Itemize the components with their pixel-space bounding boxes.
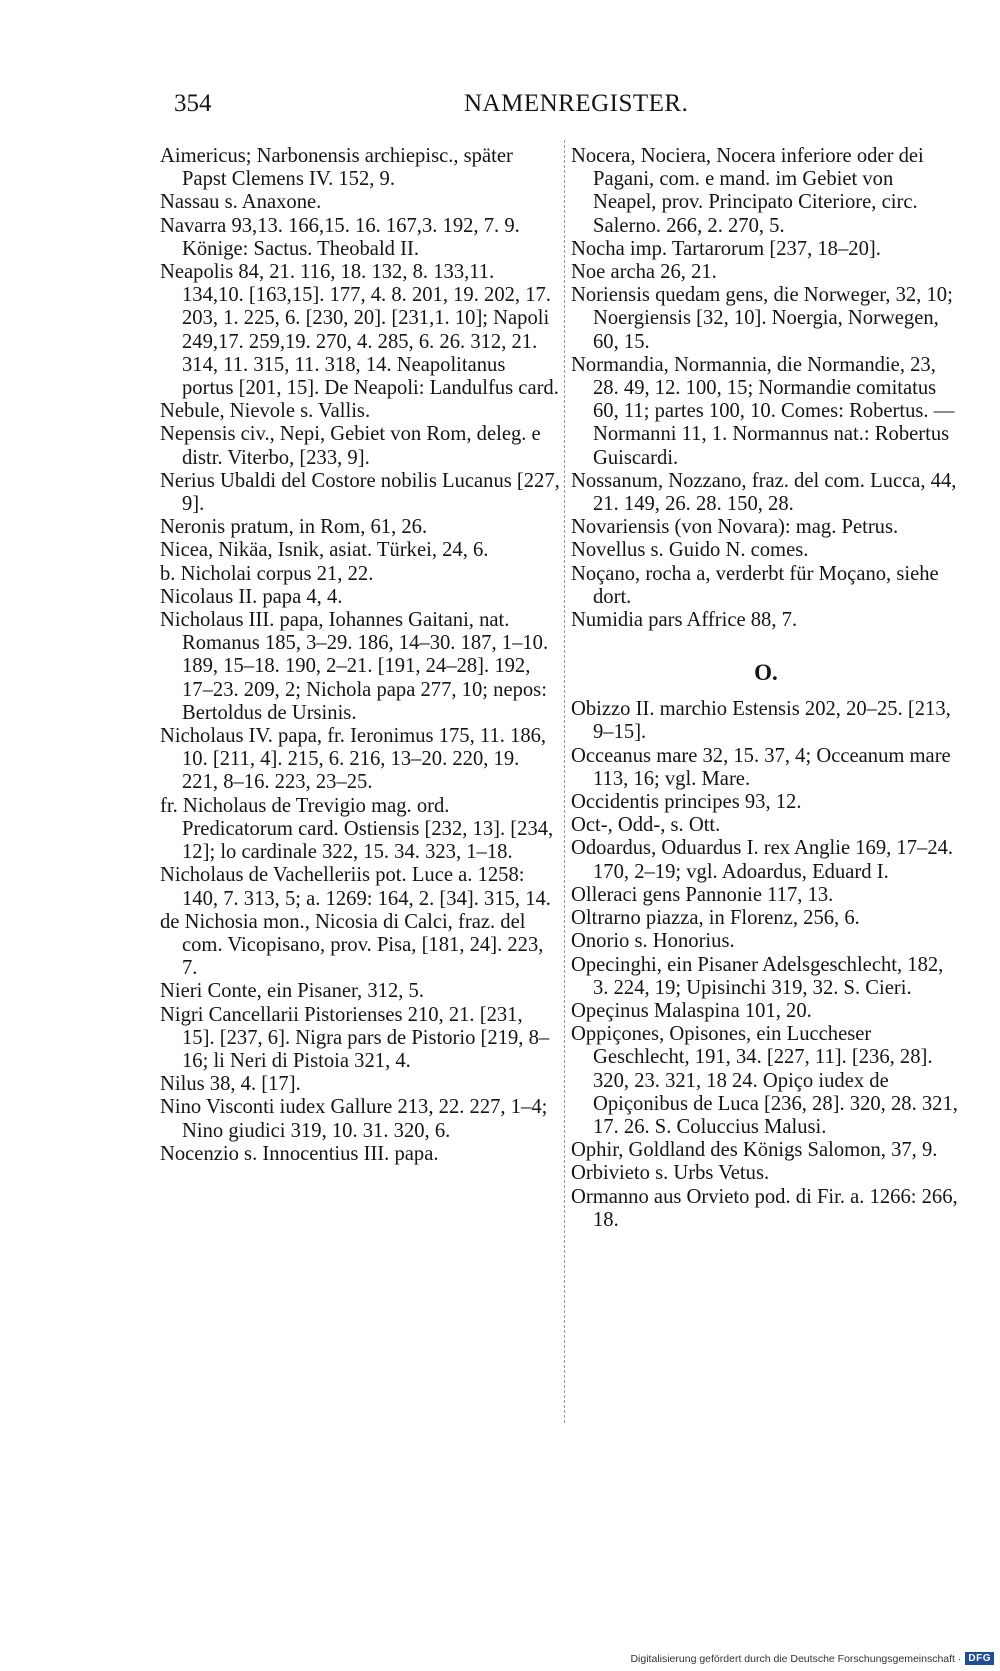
index-entry: Noçano, rocha a, verderbt für Moçano, siehe dort. (571, 562, 939, 608)
index-entry: Onorio s. Honorius. (571, 930, 735, 953)
index-entry: Nocenzio s. Innocentius III. papa. (160, 1142, 439, 1165)
index-entry: Nebule, Nievole s. Vallis. (160, 400, 371, 423)
index-entry: Oltrarno piazza, in Florenz, 256, 6. (571, 907, 860, 930)
column-divider (564, 140, 565, 1423)
index-entry: Nicholaus IV. papa, fr. Ieronimus 175, 11. 186, 10. [211, 4]. 215, 6. 216, 13–20. 220, 19. 221, 8–16. 223, 23–25. (160, 725, 547, 794)
index-entry: Neapolis 84, 21. 116, 18. 132, 8. 133,11. 134,10. [163,15]. 177, 4. 8. 201, 19. 202, 17. 203, 1. 225, 6. [230, 20]. [231,1. 10]; Napoli 249,17. 259,19. 270, 4. 285, 6. 26. 312, 21. 314, 11. 315, 11. 318, 14. Neapolitanus portus [201, 15]. De Neapoli: Landulfus card. (160, 261, 559, 400)
running-head: NAMENREGISTER. (464, 90, 689, 117)
index-entry: Nino Visconti iudex Gallure 213, 22. 227, 1–4; Nino giudici 319, 10. 31. 320, 6. (160, 1096, 548, 1142)
index-entry: Navarra 93,13. 166,15. 16. 167,3. 192, 7. 9. Könige: Sactus. Theobald II. (160, 214, 520, 260)
index-column-right (571, 145, 961, 1232)
index-entry: Normandia, Normannia, die Normandie, 23, 28. 49, 12. 100, 15; Normandie comitatus 60, 11; partes 100, 10. Comes: Robertus. — Normanni 11, 1. Normannus nat.: Robertus Guiscardi. (571, 353, 955, 469)
index-entry: Nerius Ubaldi del Costore nobilis Lucanus [227, 9]. (160, 469, 560, 516)
index-entry: Oct-, Odd-, s. Ott. (571, 814, 721, 837)
index-entry: Nicea, Nikäa, Isnik, asiat. Türkei, 24, 6. (160, 539, 489, 562)
digitization-footer (630, 1652, 994, 1665)
index-entry: Olleraci gens Pannonie 117, 13. (571, 883, 834, 906)
index-entry: Nassau s. Anaxone. (160, 191, 322, 214)
index-entry: Ormanno aus Orvieto pod. di Fir. a. 1266: 266, 18. (571, 1185, 958, 1231)
index-entry: Nilus 38, 4. [17]. (160, 1073, 301, 1096)
footer-credit: Digitalisierung gefördert durch die Deutsche Forschungsgemeinschaft · (630, 1652, 962, 1665)
index-entry: Nicholaus III. papa, Iohannes Gaitani, nat. Romanus 185, 3–29. 186, 14–30. 187, 1–10. 189, 15–18. 190, 2–21. [191, 24–28]. 192, 17–23. 209, 2; Nichola papa 277, 10; nepos: Bertoldus de Ursinis. (160, 609, 549, 724)
index-entry: Nocera, Nociera, Nocera inferiore oder dei Pagani, com. e mand. im Gebiet von Neapel, prov. Principato Citeriore, circ. Salerno. 266, 2. 270, 5. (571, 145, 924, 237)
index-entry: Occidentis principes 93, 12. (571, 791, 802, 814)
dfg-logo: DFG (965, 1652, 994, 1665)
index-entry: Neronis pratum, in Rom, 61, 26. (160, 516, 428, 539)
index-entry: Orbivieto s. Urbs Vetus. (571, 1162, 770, 1185)
index-entry: de Nichosia mon., Nicosia di Calci, fraz. del com. Vicopisano, prov. Pisa, [181, 24]. 223, 7. (160, 910, 544, 980)
index-entry: Numidia pars Affrice 88, 7. (571, 609, 798, 632)
index-entry: fr. Nicholaus de Trevigio mag. ord. Predicatorum card. Ostiensis [232, 13]. [234, 12]; lo cardinale 322, 15. 34. 323, 1–18. (160, 794, 554, 864)
page-number: 354 (174, 90, 212, 117)
section-heading-o: O. (754, 660, 778, 686)
index-entry: Nossanum, Nozzano, fraz. del com. Lucca, 44, 21. 149, 26. 28. 150, 28. (571, 469, 957, 516)
index-entry: Nicholaus de Vachelleriis pot. Luce a. 1258: 140, 7. 313, 5; a. 1269: 164, 2. [34]. 315, 14. (160, 864, 551, 910)
index-column-left (160, 145, 560, 1166)
page-header (174, 86, 944, 122)
index-entry: Opecinghi, ein Pisaner Adelsgeschlecht, 182, 3. 224, 19; Upisinchi 319, 32. S. Cieri. (571, 953, 944, 999)
index-entry: Nepensis civ., Nepi, Gebiet von Rom, deleg. e distr. Viterbo, [233, 9]. (160, 423, 541, 469)
index-entry: Novariensis (von Novara): mag. Petrus. (571, 516, 899, 539)
index-entry: Aimericus; Narbonensis archiepisc., später Papst Clemens IV. 152, 9. (160, 145, 513, 191)
index-entry: Opeçinus Malaspina 101, 20. (571, 999, 812, 1022)
index-entry: Nocha imp. Tartarorum [237, 18–20]. (571, 237, 881, 260)
index-entry: Nieri Conte, ein Pisaner, 312, 5. (160, 980, 424, 1003)
index-entry: Nicolaus II. papa 4, 4. (160, 585, 343, 608)
index-entry: Noe archa 26, 21. (571, 261, 717, 284)
index-entry: Occeanus mare 32, 15. 37, 4; Occeanum mare 113, 16; vgl. Mare. (571, 744, 951, 790)
index-entry: b. Nicholai corpus 21, 22. (160, 562, 374, 585)
index-entry: Noriensis quedam gens, die Norweger, 32, 10; Noergiensis [32, 10]. Noergia, Norwegen, 60, 15. (571, 284, 953, 353)
index-entry: Oppiçones, Opisones, ein Luccheser Geschlecht, 191, 34. [227, 11]. [236, 28]. 320, 23. 321, 18 24. Opiço iudex de Opiçonibus de Luca [236, 28]. 320, 28. 321, 17. 26. S. Coluccius Malusi. (571, 1023, 958, 1138)
index-entry: Obizzo II. marchio Estensis 202, 20–25. [213, 9–15]. (571, 698, 951, 744)
index-entry: Odoardus, Oduardus I. rex Anglie 169, 17–24. 170, 2–19; vgl. Adoardus, Eduard I. (571, 837, 954, 883)
index-entry: Ophir, Goldland des Königs Salomon, 37, 9. (571, 1139, 938, 1162)
index-entry: Novellus s. Guido N. comes. (571, 539, 809, 562)
index-entry: Nigri Cancellarii Pistorienses 210, 21. [231, 15]. [237, 6]. Nigra pars de Pistorio [219, 8–16; li Neri di Pistoia 321, 4. (160, 1003, 550, 1072)
